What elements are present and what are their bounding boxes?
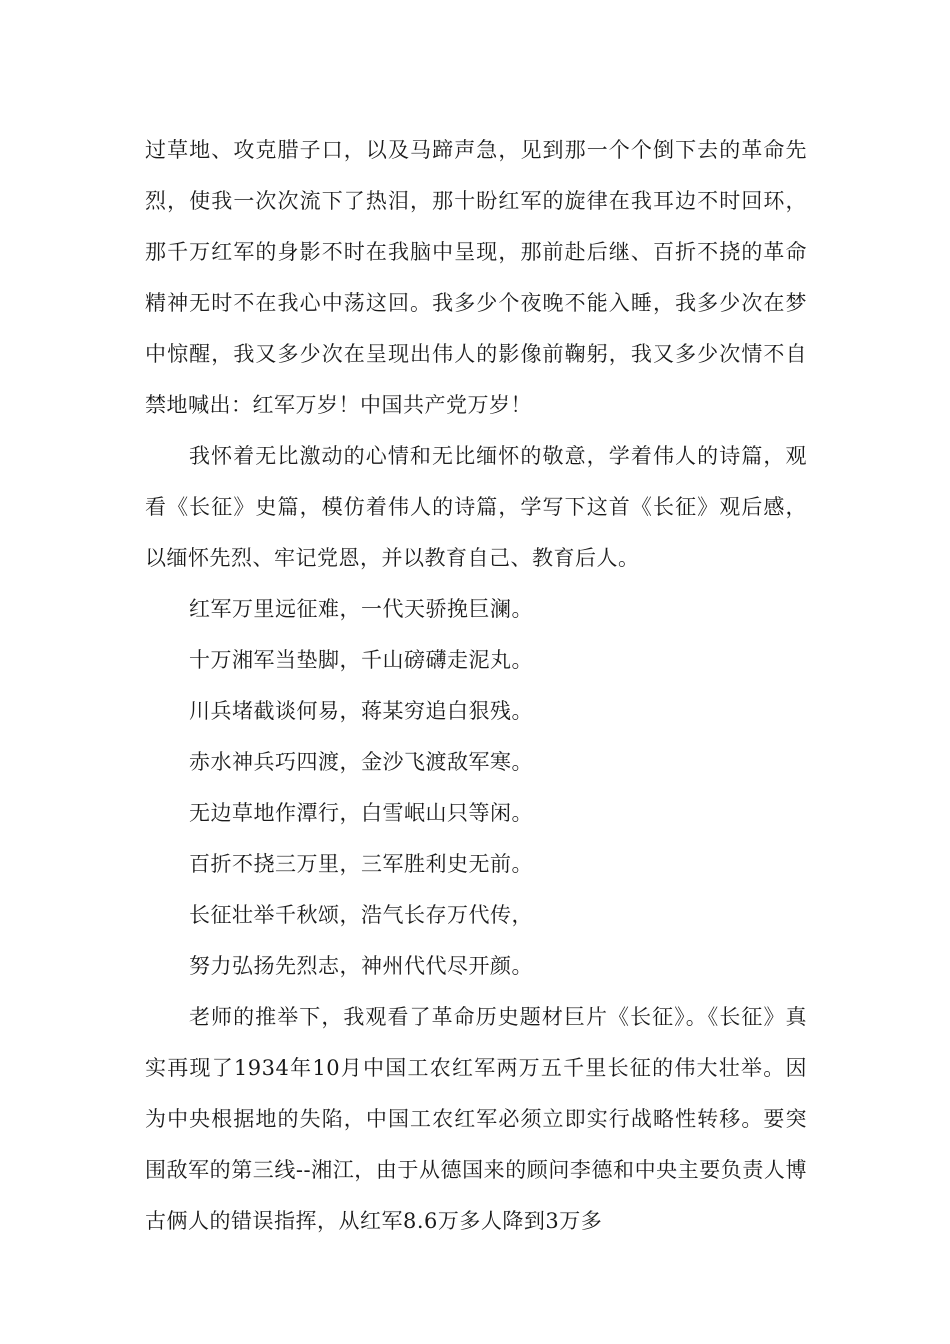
document-page [145,125,807,1247]
poem-line: 无边草地作潭行，白雪岷山只等闲。 [189,801,533,825]
paragraph-intro-poem: 我怀着无比激动的心情和无比缅怀的敬意，学着伟人的诗篇，观看《长征》史篇，模仿着伟人的诗篇，学写下这首《长征》观后感，以缅怀先烈、牢记党恩，并以教育自己、教育后人。 [145,444,807,570]
paragraph-continued: 过草地、攻克腊子口，以及马蹄声急，见到那一个个倒下去的革命先烈，使我一次次流下了热泪，那十盼红军的旋律在我耳边不时回环，那千万红军的身影不时在我脑中呈现，那前赴后继、百折不挠的革命精神无时不在我心中荡这回。我多少个夜晚不能入睡，我多少次在梦中惊醒，我又多少次在呈现出伟人的影像前鞠躬，我又多少次情不自禁地喊出：红军万岁！中国共产党万岁！ [145,138,807,417]
poem-line: 百折不挠三万里，三军胜利史无前。 [189,852,533,876]
poem-line: 红军万里远征难，一代天骄挽巨澜。 [189,597,533,621]
poem-line: 川兵堵截谈何易，蒋某穷追白狠残。 [189,699,533,723]
poem-line: 赤水神兵巧四渡，金沙飞渡敌军寒。 [189,750,533,774]
paragraph-long-march-review: 老师的推举下，我观看了革命历史题材巨片《长征》。《长征》真实再现了1934年10月中国工农红军两万五千里长征的伟大壮举。因为中央根据地的失陷，中国工农红军必须立即实行战略性转移。要突围敌军的第三线--湘江，由于从德国来的顾问李德和中央主要负责人博古俩人的错误指挥，从红军8.6万多人降到3万多 [145,1005,807,1233]
poem-line: 十万湘军当垫脚，千山磅礴走泥丸。 [189,648,533,672]
poem-line: 努力弘扬先烈志，神州代代尽开颜。 [189,954,533,978]
poem-block [145,584,807,992]
poem-line: 长征壮举千秋颂，浩气长存万代传， [189,903,533,927]
